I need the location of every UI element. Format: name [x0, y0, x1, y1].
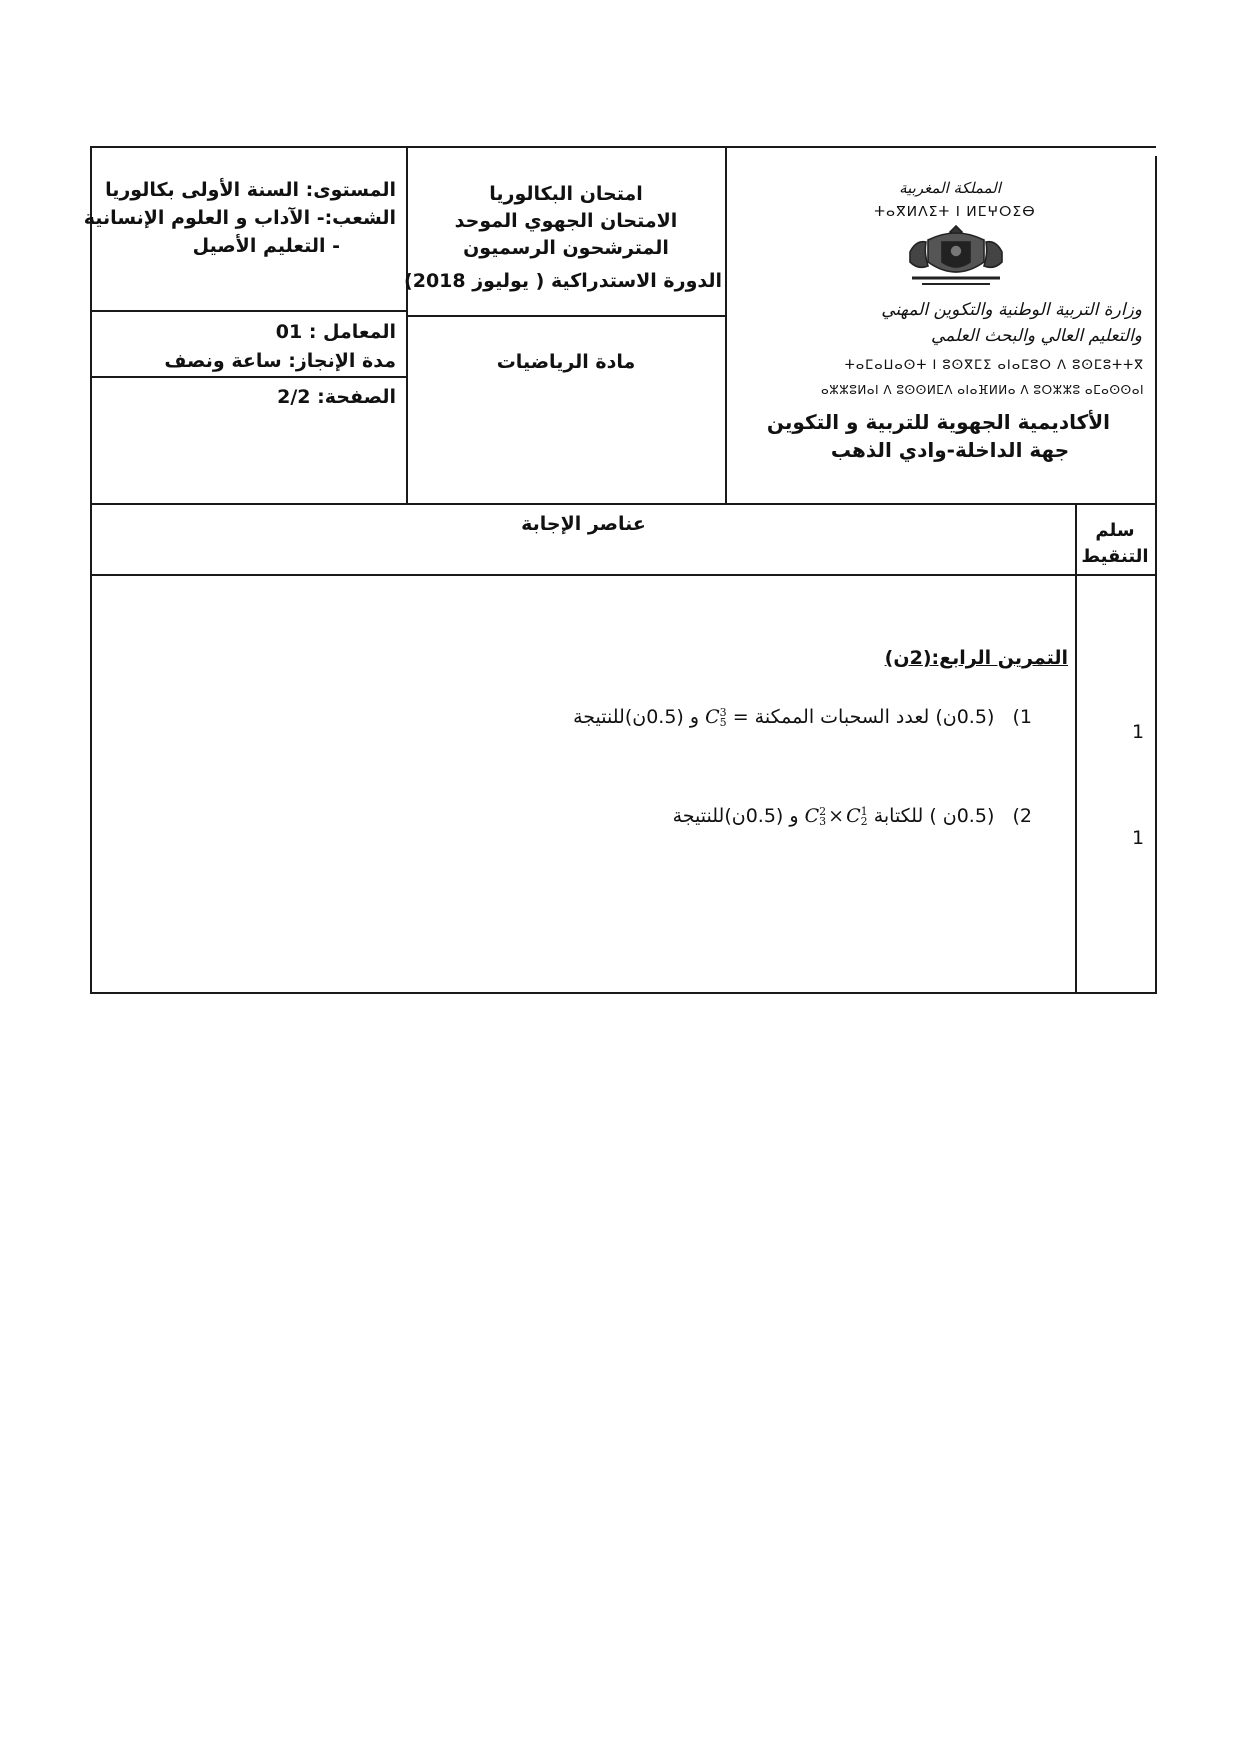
- session-text: الدورة الاستدراكية ( يوليوز 2018): [404, 270, 722, 292]
- score-column-divider: [1075, 505, 1077, 994]
- ministry-arabic-line-2: والتعليم العالي والبحث العلمي: [931, 326, 1142, 346]
- table-header-bottom-line: [92, 574, 1155, 576]
- answers-column-header: عناصر الإجابة: [521, 513, 646, 535]
- track-text: - التعليم الأصيل: [192, 235, 340, 257]
- item-1-math-combination: C 3 5: [705, 706, 727, 729]
- header-border-right: [1155, 156, 1157, 994]
- header-divider-1: [406, 148, 408, 504]
- region-text: جهة الداخلة-وادي الذهب: [830, 438, 1070, 462]
- item-2-text-b: للنتيجة: [672, 805, 725, 827]
- header-border-left: [90, 146, 92, 994]
- regional-exam-title: الامتحان الجهوي الموحد: [454, 210, 678, 232]
- subject-text: مادة الرياضيات: [496, 351, 636, 373]
- duration-text: مدة الإنجاز: ساعة ونصف: [164, 350, 396, 372]
- item-1-number: 1): [1012, 706, 1032, 728]
- item-2-score: 1: [1132, 827, 1145, 849]
- answer-item-1: [573, 706, 1032, 728]
- header-row-divider-center: [408, 315, 725, 317]
- candidates-text: المترشحون الرسميون: [463, 237, 669, 259]
- item-2-points-b: (0.5ن): [724, 805, 784, 827]
- exercise-title: التمرين الرابع:(2ن): [884, 647, 1068, 669]
- item-2-number: 2): [1012, 805, 1032, 827]
- branch-text: الشعب:- الآداب و العلوم الإنسانية: [83, 207, 396, 229]
- ministry-arabic-line-1: وزارة التربية الوطنية والتكوين المهني: [881, 300, 1142, 320]
- item-2-text-a: للكتابة: [873, 805, 924, 827]
- header-row-divider-left: [92, 310, 406, 312]
- item-2-math-product: C 2 3 × C 1 2: [804, 805, 868, 828]
- table-bottom-line: [90, 992, 1157, 994]
- header-border-top: [90, 146, 1156, 148]
- item-2-conjunction: و: [789, 805, 799, 827]
- ministry-tifinagh-line-1: ⵜⴰⵎⴰⵡⴰⵙⵜ ⵏ ⵓⵙⴳⵎⵉ ⴰⵏⴰⵎⵓⵔ ⴷ ⵓⵙⵎⵓⵜⵜⴳ: [844, 358, 1144, 373]
- level-text: المستوى: السنة الأولى بكالوريا: [105, 179, 396, 201]
- header-bottom-line: [92, 503, 1155, 505]
- answer-item-2: [673, 805, 1032, 827]
- kingdom-tifinagh: ⵜⴰⴳⵍⴷⵉⵜ ⵏ ⵍⵎⵖⵔⵉⴱ: [874, 204, 1036, 220]
- item-1-points-b: (0.5ن): [624, 706, 684, 728]
- item-2-points-a: (0.5ن ): [929, 805, 995, 827]
- score-column-header: سلم التنقيط: [1081, 520, 1149, 567]
- kingdom-arabic: المملكة المغربية: [899, 179, 1001, 197]
- coefficient-text: المعامل : 01: [275, 321, 396, 343]
- ministry-tifinagh-line-2: ⴰⵣⵣⵓⵍⴰⵏ ⴷ ⵓⵙⵙⵍⵎⴷ ⴰⵏⴰⴼⵍⵍⴰ ⴷ ⵓⵔⵣⵣⵓ ⴰⵎⴰⵙⵙⴰⵏ: [821, 383, 1144, 397]
- item-1-text-a: لعدد السحبات الممكنة =: [732, 706, 930, 728]
- academy-text: الأكاديمية الجهوية للتربية و التكوين: [766, 410, 1110, 434]
- coat-of-arms-emblem: [898, 222, 1014, 290]
- header-divider-2: [725, 148, 727, 504]
- exam-title: امتحان البكالوريا: [489, 183, 643, 205]
- page-number-text: الصفحة: 2/2: [277, 386, 396, 408]
- item-1-points-a: (0.5ن): [935, 706, 995, 728]
- info-row-divider: [92, 376, 406, 378]
- item-1-text-b: للنتيجة: [573, 706, 625, 728]
- item-1-score: 1: [1132, 721, 1145, 743]
- item-1-conjunction: و: [689, 706, 700, 728]
